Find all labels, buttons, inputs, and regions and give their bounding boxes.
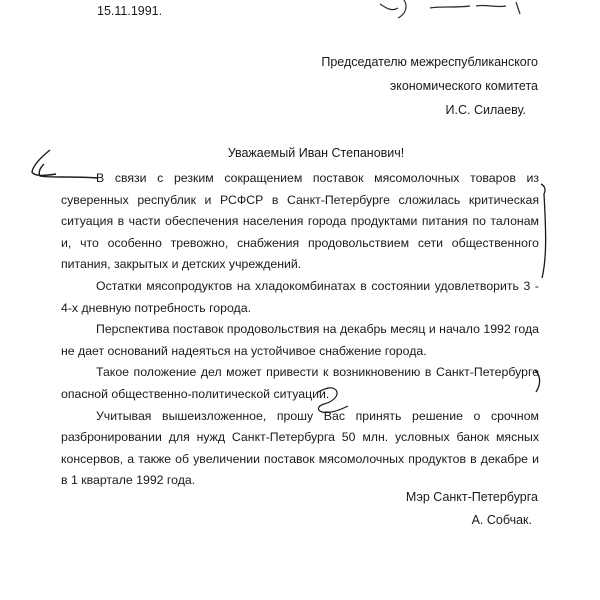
signature-block [318,486,538,532]
letter-body [61,168,539,492]
top-scribble [380,0,520,18]
addressee-position: Председателю межреспубликанского [321,55,538,69]
addressee-block [278,50,538,122]
addressee-name: И.С. Силаеву. [445,103,526,117]
paragraph-4: Такое положение дел может привести к возникновению в Санкт-Петербурге опасной общественно-политической ситуации. [61,365,539,401]
addressee-committee: экономического комитета [389,79,538,93]
salutation: Уважаемый Иван Степанович! [227,146,405,160]
paragraph-2: Остатки мясопродуктов на хладокомбинатах в состоянии удовлетворить 3 - 4-х дневную потребность города. [61,278,539,315]
paragraph-1: В связи с резким сокращением поставок мясомолочных товаров из суверенных республик и РСФСР в Санкт-Петербурге сложилась критическая ситуация в части обеспечения населения города продуктами питания по талонам и, что особенно тревожно, снабжения продовольствием сети общественного питания, закрытых и детских учреждений. [61,171,539,272]
paragraph-5: Учитывая вышеизложенное, прошу Вас принять решение о срочном разбронировании для нужд Санкт-Петербурга 50 млн. условных банок мясных консервов, а также об увеличении поставок мясомолочных продуктов в декабре и в 1 квартале 1992 года. [61,408,539,488]
document-date: 15.11.1991. [97,4,163,18]
signer-title: Мэр Санкт-Петербурга [405,490,538,504]
paragraph-3: Перспектива поставок продовольствия на декабрь месяц и начало 1992 года не дает оснований надеяться на устойчивое снабжение города. [61,322,539,358]
signer-name: А. Собчак. [471,513,532,527]
